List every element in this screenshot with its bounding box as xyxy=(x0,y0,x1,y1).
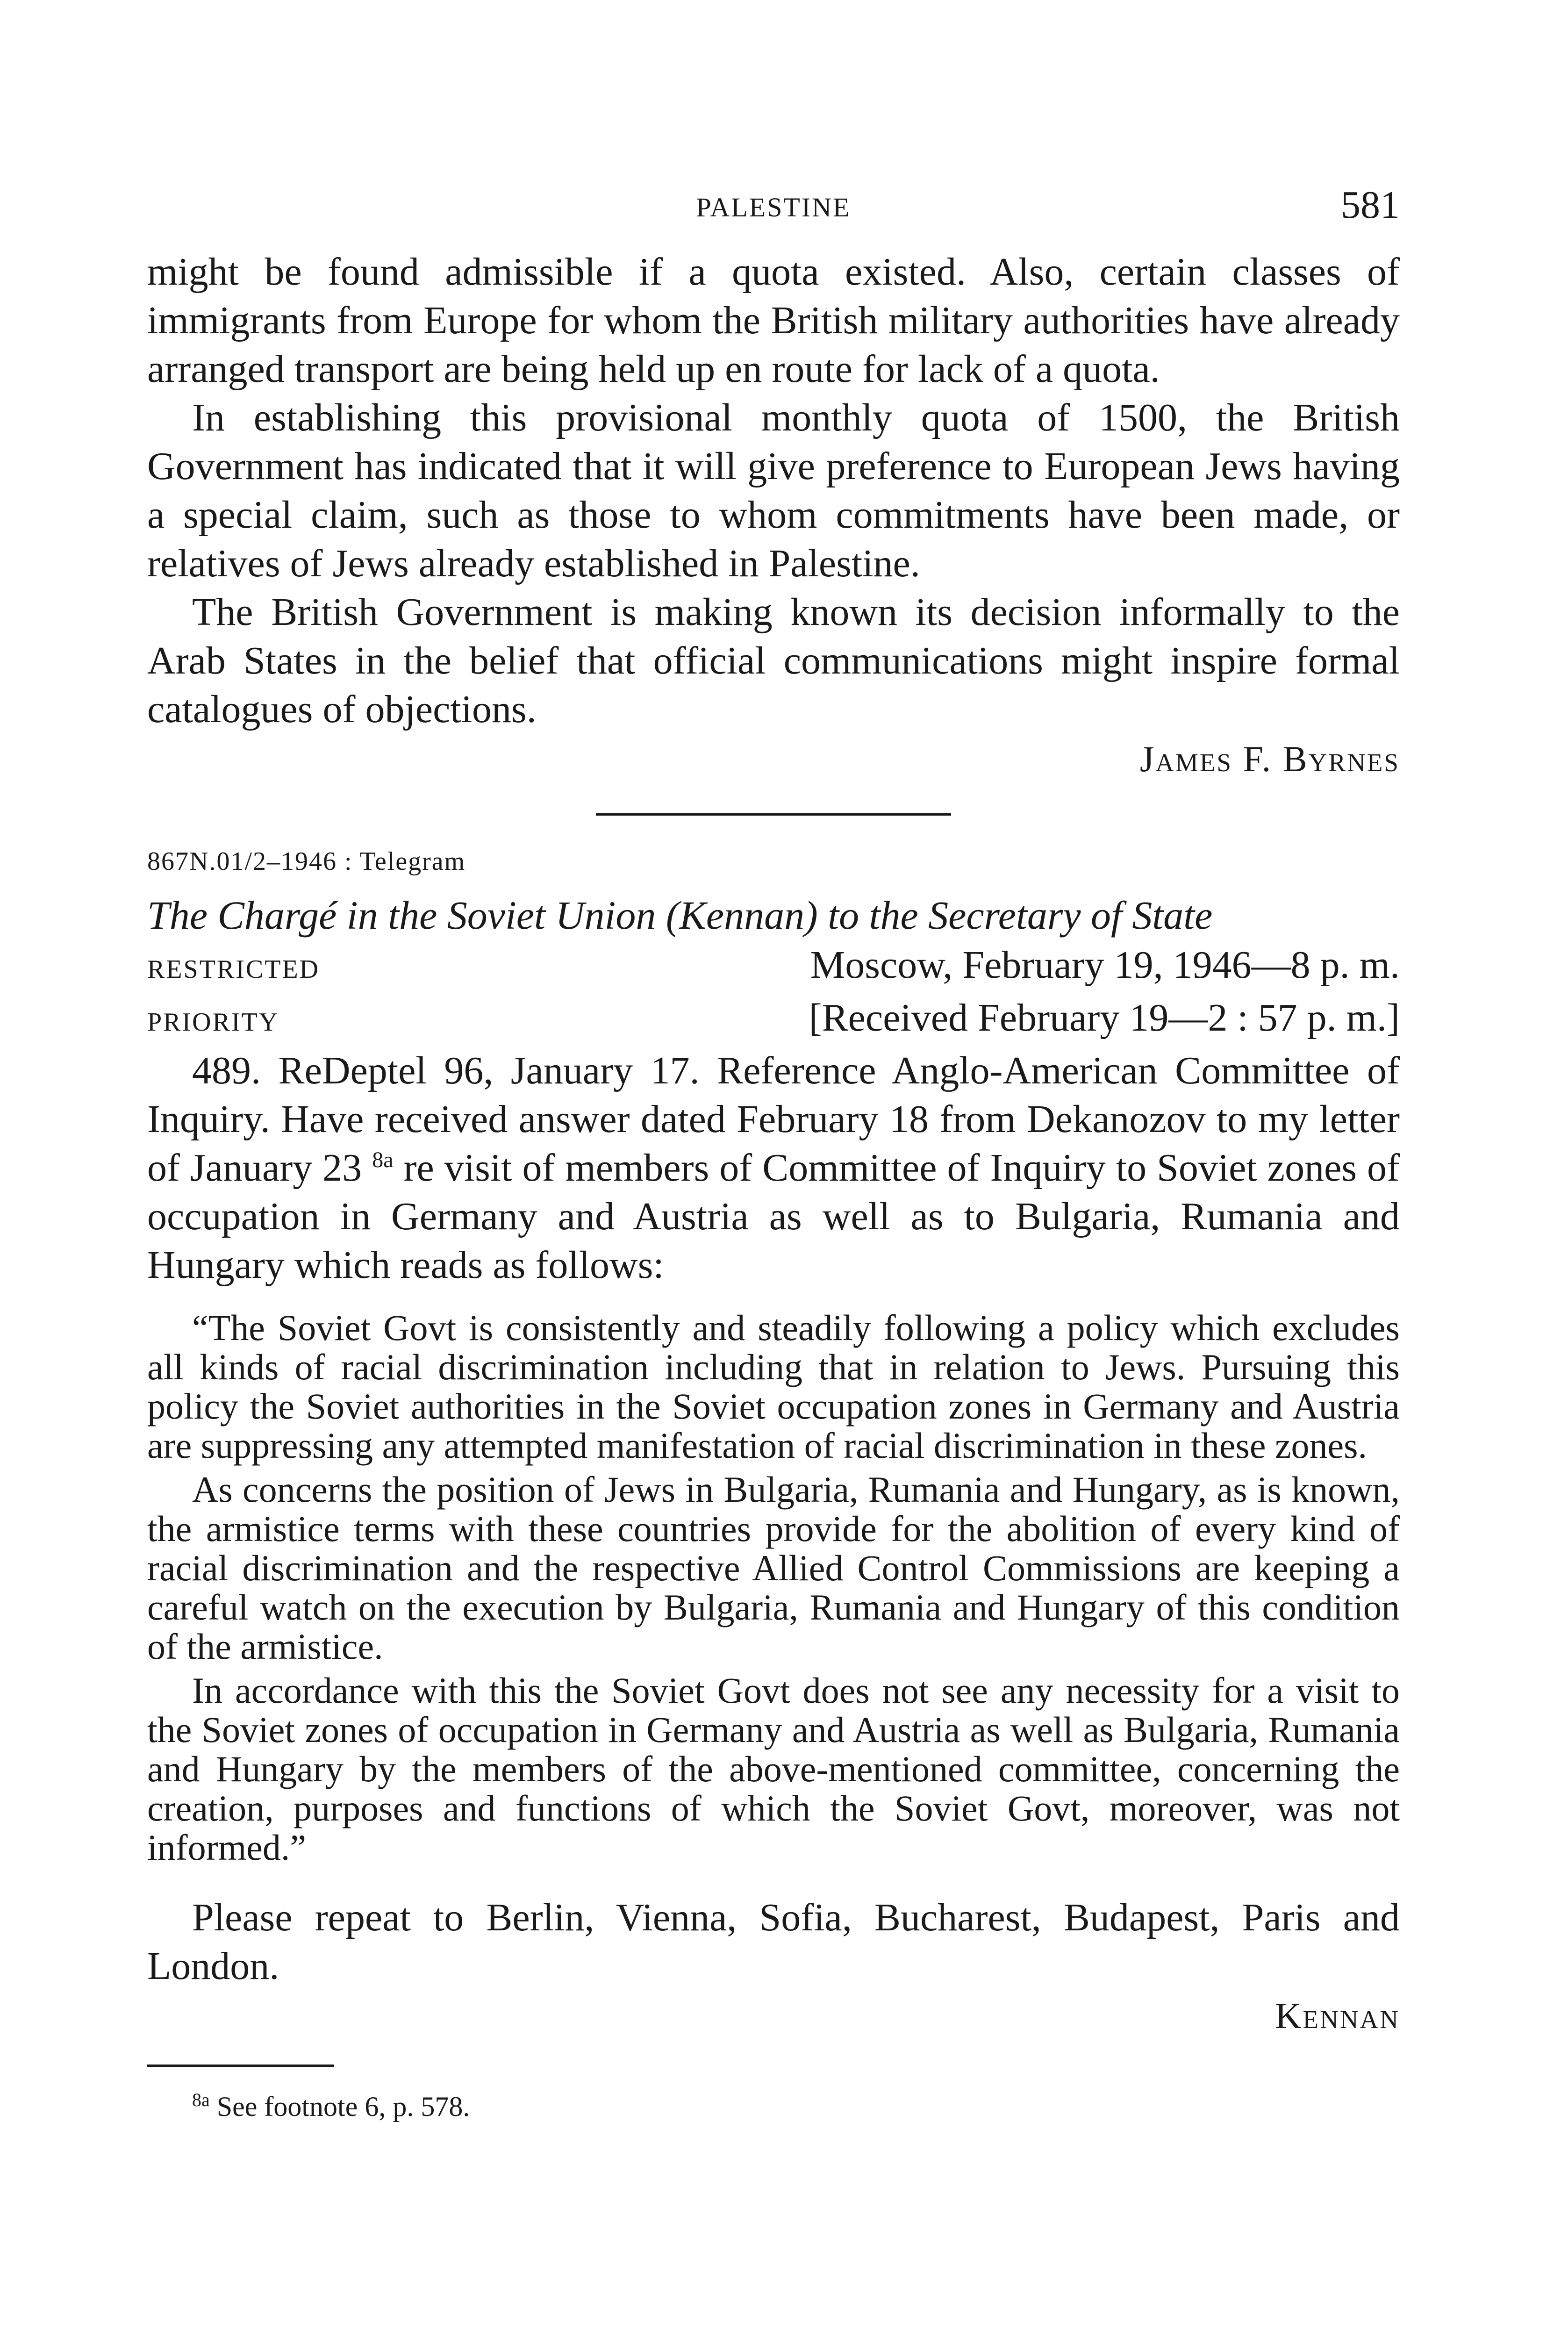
received-stamp: [Received February 19—2 : 57 p. m.] xyxy=(809,996,1400,1039)
prev-paragraph-1: might be found admissible if a quota existed. Also, certain classes of immigrants from Europe for whom the British military authorities have already arranged transport are being held up en route for lack of a quota. xyxy=(147,250,1400,391)
footnote-text: See footnote 6, p. 578. xyxy=(216,2091,470,2122)
footnote xyxy=(147,2086,1400,2128)
running-head: PALESTINE xyxy=(696,192,851,222)
prev-signature: James F. Byrnes xyxy=(1139,738,1400,779)
document-title: The Chargé in the Soviet Union (Kennan) to the Secretary of State xyxy=(147,893,1213,938)
quote-paragraph-2: As concerns the position of Jews in Bulgaria, Rumania and Hungary, as is known, the armistice terms with these countries provide for the abolition of every kind of racial discrimination and the respective Allied Control Commissions are keeping a careful watch on the execution by Bulgaria, Rumania and Hungary of this condition of the armistice. xyxy=(147,1469,1400,1667)
prev-paragraph-3: The British Government is making known its decision informally to the Arab States in the belief that official communications might inspire formal catalogues of objections. xyxy=(147,590,1400,731)
place-date: Moscow, February 19, 1946—8 p. m. xyxy=(810,943,1400,987)
signature: Kennan xyxy=(1275,1995,1400,2036)
precedence-label: PRIORITY xyxy=(147,1008,279,1037)
meta-row-classification xyxy=(147,941,1400,994)
quote-paragraph-1: “The Soviet Govt is consistently and steadily following a policy which excludes all kinds of racial discrimination including that in relation to Jews. Pursuing this policy the Soviet authorities in the Soviet occupation zones in Germany and Austria are suppressing any attempted manifestation of racial discrimination in these zones. xyxy=(147,1307,1400,1466)
prev-paragraph-2: In establishing this provisional monthly quota of 1500, the British Government has indicated that it will give preference to European Jews having a special claim, such as those to whom commitments have been made, or relatives of Jews already established in Palestine. xyxy=(147,396,1400,585)
page-header xyxy=(147,182,1400,248)
opening-paragraph-pre: 489. ReDeptel 96, January 17. Reference Anglo-American Committee of Inquiry. Have received answer dated February 18 from Dekanozov to my letter of January 23 xyxy=(147,1049,1400,1190)
section-divider xyxy=(596,813,951,816)
meta-row-precedence xyxy=(147,994,1400,1047)
closing-paragraph: Please repeat to Berlin, Vienna, Sofia, Bucharest, Budapest, Paris and London. xyxy=(147,1896,1400,1988)
file-reference: 867N.01/2–1946 : Telegram xyxy=(147,847,466,876)
footnote-divider xyxy=(147,2065,334,2067)
classification-label: RESTRICTED xyxy=(147,955,320,984)
footnote-reference: 8a xyxy=(372,1147,394,1172)
footnote-mark: 8a xyxy=(192,2089,210,2110)
quote-paragraph-3: In accordance with this the Soviet Govt does not see any necessity for a visit to the Soviet zones of occupation in Germany and Austria as well as Bulgaria, Rumania and Hungary by the members of the above-mentioned committee, concerning the creation, purposes and functions of which the Soviet Govt, moreover, was not informed.” xyxy=(147,1670,1400,1868)
opening-paragraph xyxy=(147,1047,1400,1290)
document-page xyxy=(147,182,1400,2128)
opening-paragraph-post: re visit of members of Committee of Inquiry to Soviet zones of occupation in Germany and Austria as well as to Bulgaria, Rumania and Hungary which reads as follows: xyxy=(147,1146,1400,1287)
page-number: 581 xyxy=(1341,183,1400,227)
